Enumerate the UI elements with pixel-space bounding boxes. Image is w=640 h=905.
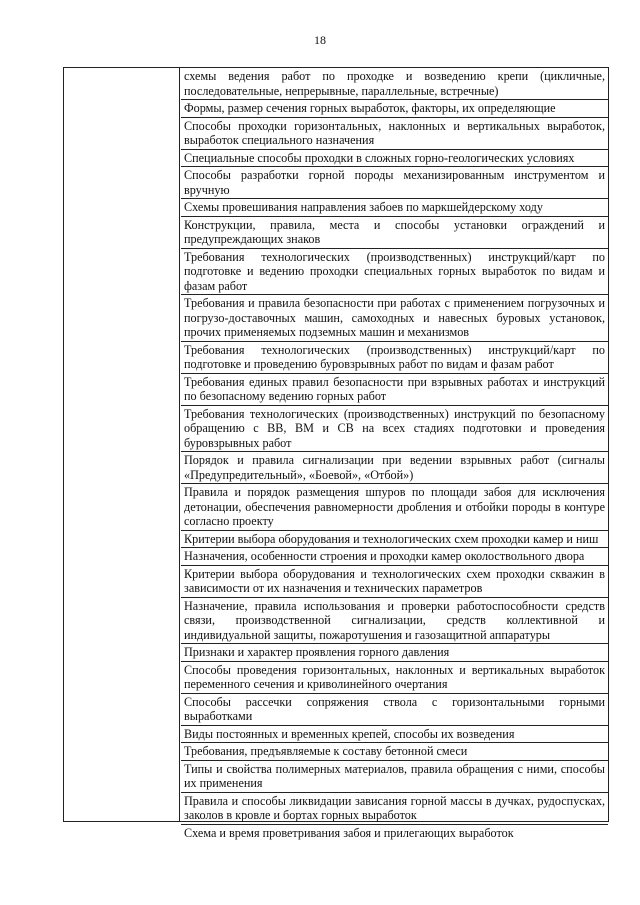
table-row: Конструкции, правила, места и способы установки ограждений и предупреждающих знаков bbox=[181, 217, 608, 249]
table-rows bbox=[181, 68, 608, 841]
table-row: Способы проведения горизонтальных, наклонных и вертикальных выработок переменного сечения и криволинейного очертания bbox=[181, 662, 608, 694]
table-row: Схемы провешивания направления забоев по маркшейдерскому ходу bbox=[181, 199, 608, 217]
table-row: Требования технологических (производственных) инструкций по безопасному обращению с ВВ, ВМ и СВ на всех стадиях подготовки и проведения буровзрывных работ bbox=[181, 406, 608, 453]
table-left-column bbox=[64, 68, 180, 821]
table-row: Требования технологических (производственных) инструкций/карт по подготовке и проведению буровзрывных работ по видам и фазам работ bbox=[181, 342, 608, 374]
table-row: Типы и свойства полимерных материалов, правила обращения с ними, способы их применения bbox=[181, 761, 608, 793]
table-row: Способы разработки горной породы механизированным инструментом и вручную bbox=[181, 167, 608, 199]
table-row: Виды постоянных и временных крепей, способы их возведения bbox=[181, 726, 608, 744]
table-row: Признаки и характер проявления горного давления bbox=[181, 644, 608, 662]
table-row: Критерии выбора оборудования и технологических схем проходки камер и ниш bbox=[181, 531, 608, 549]
knowledge-table bbox=[63, 67, 609, 840]
table-row: Способы проходки горизонтальных, наклонных и вертикальных выработок, выработок специального назначения bbox=[181, 118, 608, 150]
table-row: Требования, предъявляемые к составу бетонной смеси bbox=[181, 743, 608, 761]
table-row: Требования и правила безопасности при работах с применением погрузочных и погрузо-доставочных машин, самоходных и навесных буровых установок, прочих применяемых подземных машин и механизмов bbox=[181, 295, 608, 342]
table-row: Назначение, правила использования и проверки работоспособности средств связи, производственной сигнализации, средств коллективной и индивидуальной защиты, пожаротушения и газозащитной аппаратуры bbox=[181, 598, 608, 645]
table-row: Назначения, особенности строения и проходки камер околоствольного двора bbox=[181, 548, 608, 566]
table-row: Правила и способы ликвидации зависания горной массы в дучках, рудоспусках, заколов в кровле и бортах горных выработок bbox=[181, 793, 608, 825]
table-row: Формы, размер сечения горных выработок, факторы, их определяющие bbox=[181, 100, 608, 118]
table-row: Требования единых правил безопасности при взрывных работах и инструкций по безопасному ведению горных работ bbox=[181, 374, 608, 406]
page-number: 18 bbox=[314, 33, 326, 47]
table-row: Порядок и правила сигнализации при ведении взрывных работ (сигналы «Предупредительный», «Боевой», «Отбой») bbox=[181, 452, 608, 484]
table-row: Требования технологических (производственных) инструкций/карт по подготовке и ведению проходки специальных горных выработок по видам и фазам работ bbox=[181, 249, 608, 296]
table-row: схемы ведения работ по проходке и возведению крепи (цикличные, последовательные, непрерывные, параллельные, встречные) bbox=[181, 68, 608, 100]
table-row: Критерии выбора оборудования и технологических схем проходки скважин в зависимости от их назначения и технических параметров bbox=[181, 566, 608, 598]
table-row: Способы рассечки сопряжения ствола с горизонтальными горными выработками bbox=[181, 694, 608, 726]
table-row: Схема и время проветривания забоя и прилегающих выработок bbox=[184, 825, 514, 840]
table-row: Правила и порядок размещения шпуров по площади забоя для исключения детонации, обеспечения равномерности дробления и отбойки породы в контуре согласно проекту bbox=[181, 484, 608, 531]
table-row: Специальные способы проходки в сложных горно-геологических условиях bbox=[181, 150, 608, 168]
